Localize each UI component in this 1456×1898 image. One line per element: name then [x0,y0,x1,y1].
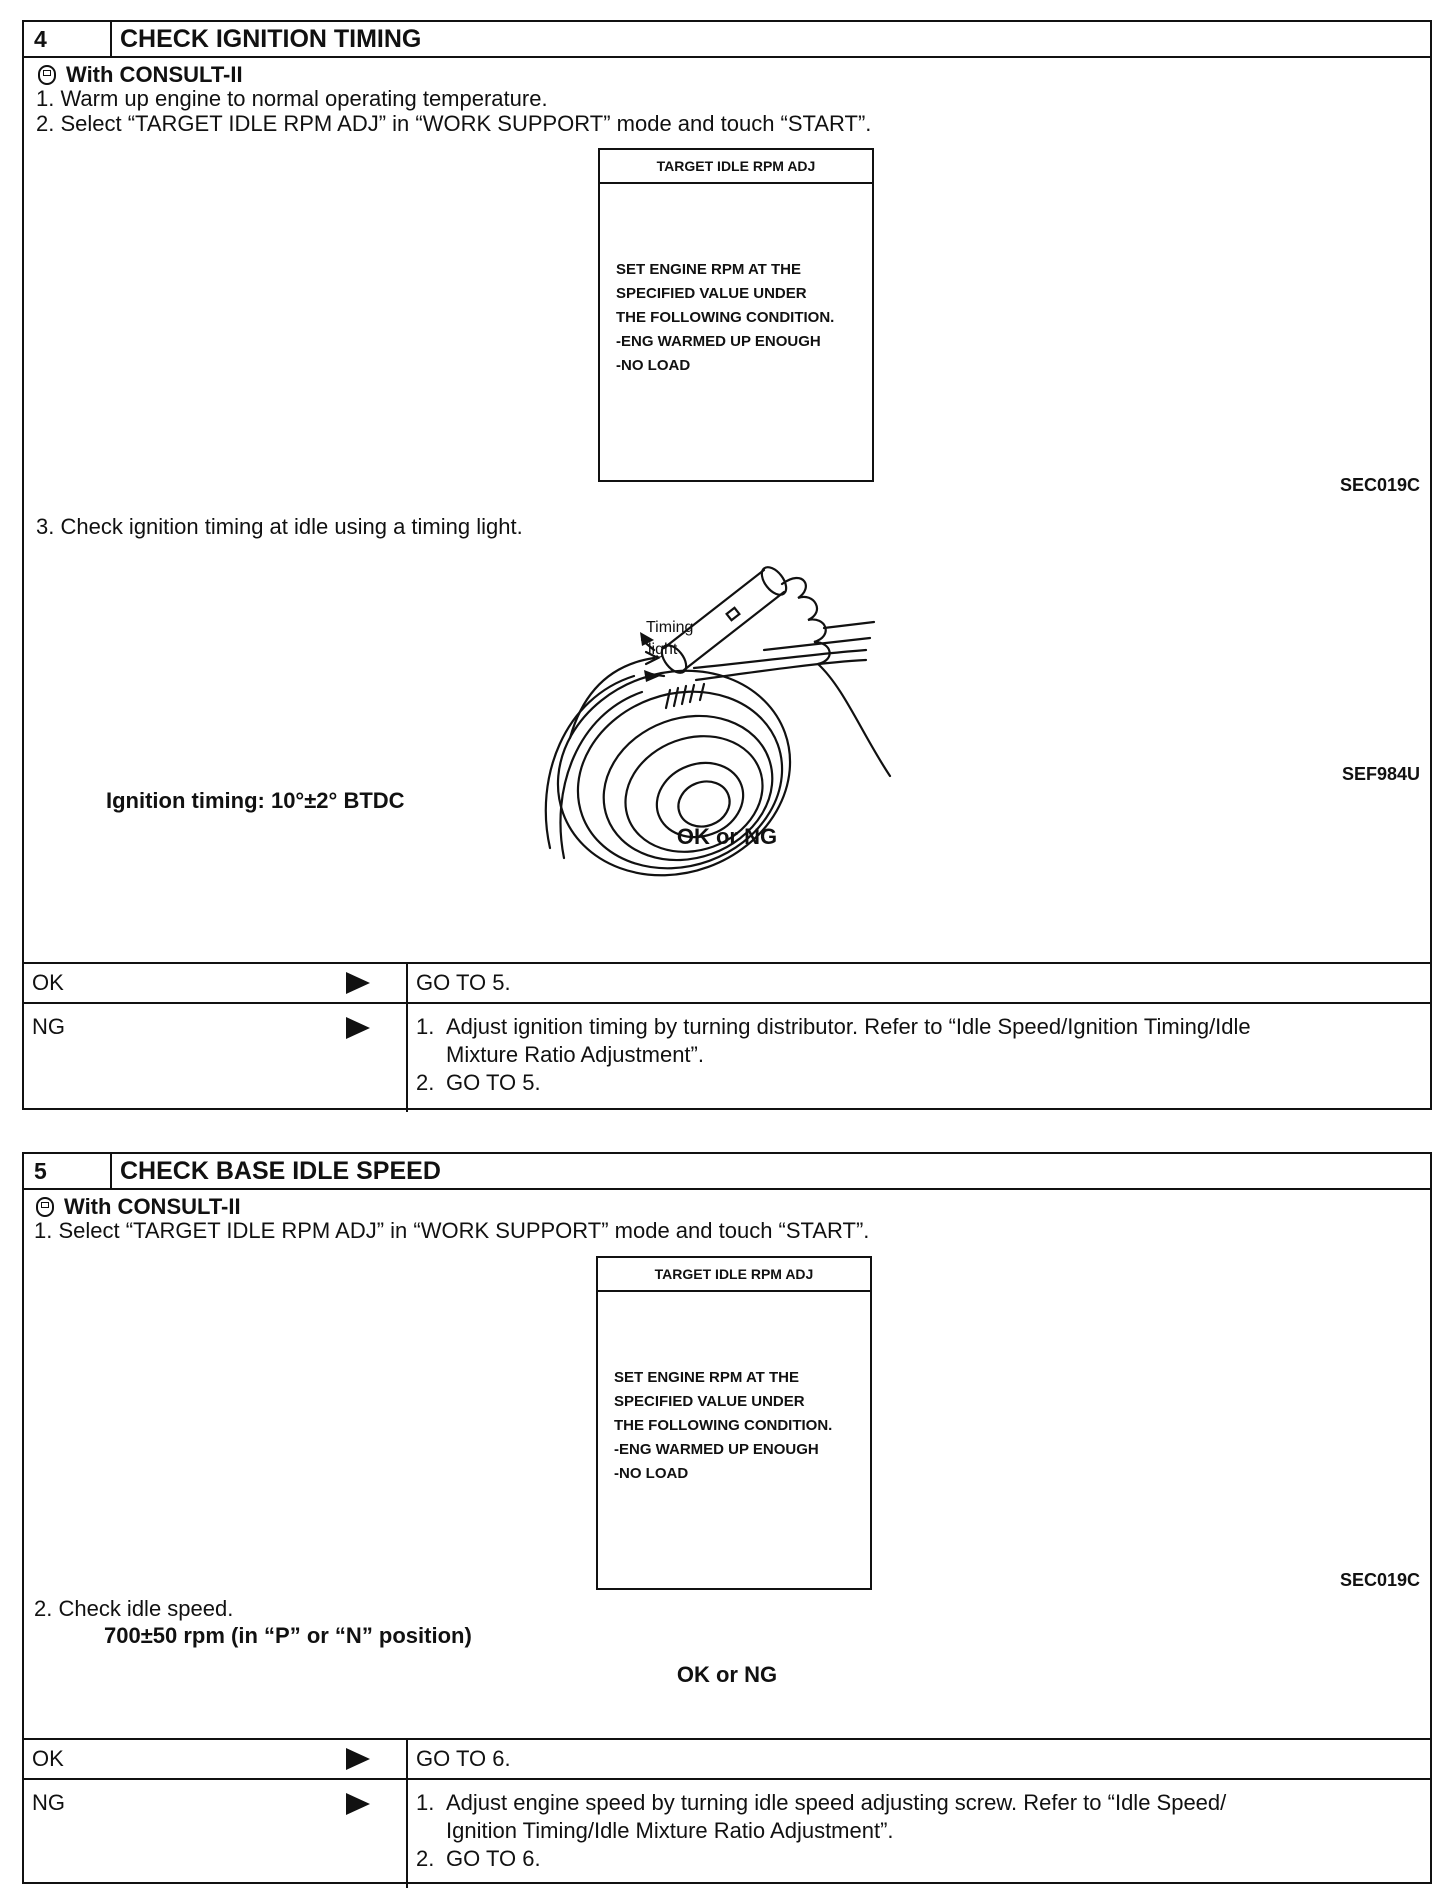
screen-line: THE FOLLOWING CONDITION. [614,1417,833,1434]
instruction-step-1: 1. Select “TARGET IDLE RPM ADJ” in “WORK SUPPORT” mode and touch “START”. [34,1218,870,1243]
screen-header: TARGET IDLE RPM ADJ [598,1258,870,1292]
result-label-ok: OK [32,1746,64,1771]
arrow-right-icon [346,1748,370,1770]
consult-label: With CONSULT-II [64,1194,241,1219]
consult-label: With CONSULT-II [66,62,243,87]
consult-screen-figure [596,1256,872,1590]
procedure-4 [22,20,1432,1110]
screen-line: -ENG WARMED UP ENOUGH [614,1441,819,1458]
list-number: 1. [416,1014,435,1039]
list-number: 2. [416,1846,435,1871]
step-number: 4 [24,22,112,56]
arrow-right-icon [346,1017,370,1039]
specification: 700±50 rpm (in “P” or “N” position) [104,1623,472,1648]
step-title: CHECK BASE IDLE SPEED [120,1157,441,1185]
result-label-ng: NG [32,1014,65,1039]
result-action-ng [408,1780,1430,1888]
procedure-body [24,1190,1430,1738]
screen-line: SPECIFIED VALUE UNDER [616,285,807,302]
screen-line: SPECIFIED VALUE UNDER [614,1393,805,1410]
instruction-step-1: 1. Warm up engine to normal operating temperature. [36,86,548,111]
screen-line: SET ENGINE RPM AT THE [614,1369,800,1386]
procedure-5 [22,1152,1432,1884]
list-text: Adjust engine speed by turning idle speed adjusting screw. Refer to “Idle Speed/ [446,1790,1227,1815]
consult-heading [36,1194,241,1220]
screen-line: THE FOLLOWING CONDITION. [616,309,835,326]
step-title: CHECK IGNITION TIMING [120,25,422,53]
instruction-step-3: 3. Check ignition timing at idle using a timing light. [36,514,523,539]
result-action-ok: GO TO 6. [416,1746,511,1771]
result-row-ok [24,1738,1430,1778]
result-label-ok: OK [32,970,64,995]
screen-line: -NO LOAD [614,1465,689,1482]
result-action-ng [408,1004,1430,1112]
screen-header: TARGET IDLE RPM ADJ [600,150,872,184]
result-row-ng [24,1778,1430,1888]
figure-id: SEC019C [1340,1570,1421,1590]
procedure-header [24,22,1430,58]
arrow-right-icon [346,972,370,994]
screen-line: -ENG WARMED UP ENOUGH [616,333,821,350]
instruction-step-2: 2. Select “TARGET IDLE RPM ADJ” in “WORK SUPPORT” mode and touch “START”. [36,111,872,136]
result-label-ng: NG [32,1790,65,1815]
consult-tester-icon [36,1197,54,1217]
instruction-step-2: 2. Check idle speed. [34,1596,234,1621]
screen-line: SET ENGINE RPM AT THE [616,261,802,278]
list-text: Adjust ignition timing by turning distributor. Refer to “Idle Speed/Ignition Timing/Idle [446,1014,1251,1039]
procedure-body [24,58,1430,962]
figure-id: SEF984U [1342,764,1421,784]
step-number: 5 [24,1154,112,1188]
arrow-right-icon [346,1793,370,1815]
ok-or-ng-heading: OK or NG [676,824,778,849]
list-number: 1. [416,1790,435,1815]
list-text-continued: Ignition Timing/Idle Mixture Ratio Adjustment”. [446,1818,894,1843]
list-text-continued: Mixture Ratio Adjustment”. [446,1042,704,1067]
procedure-header [24,1154,1430,1190]
ok-or-ng-heading: OK or NG [676,1662,778,1687]
consult-heading [38,62,243,88]
consult-tester-icon [38,65,56,85]
list-number: 2. [416,1070,435,1095]
timing-light-label-line2: light [648,641,678,658]
list-text: GO TO 6. [446,1846,541,1871]
result-row-ok [24,962,1430,1002]
consult-screen-figure [598,148,874,482]
result-row-ng [24,1002,1430,1112]
list-text: GO TO 5. [446,1070,541,1095]
screen-line: -NO LOAD [616,357,691,374]
specification: Ignition timing: 10°±2° BTDC [106,788,405,813]
figure-id: SEC019C [1340,475,1421,495]
timing-light-label-line1: Timing [646,619,694,636]
result-action-ok: GO TO 5. [416,970,511,995]
